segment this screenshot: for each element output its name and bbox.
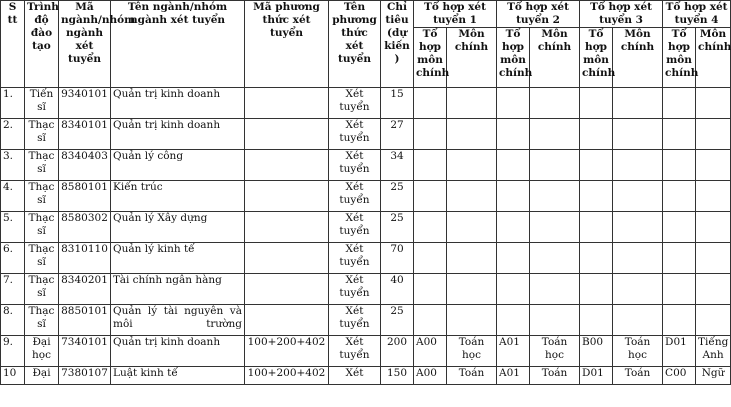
cell-combo-group: C00	[663, 367, 696, 385]
cell-combo-group	[414, 305, 447, 336]
cell-combo-group	[414, 274, 447, 305]
cell-combo-subject	[696, 243, 731, 274]
header-combo-1: Tổ hợp xét tuyển 1	[414, 1, 497, 28]
cell-method-name: Xét tuyển	[329, 212, 381, 243]
cell-combo-group	[414, 119, 447, 150]
table-row	[1, 88, 731, 119]
header-method-code: Mã phương thức xét tuyển	[245, 1, 329, 88]
cell-stt: 6.	[1, 243, 25, 274]
cell-combo-subject	[696, 88, 731, 119]
cell-program-name: Kiến trúc	[111, 181, 245, 212]
cell-program-name: Luật kinh tế	[111, 367, 245, 385]
cell-combo-subject	[447, 274, 497, 305]
cell-quota: 70	[381, 243, 414, 274]
cell-method-name: Xét tuyển	[329, 119, 381, 150]
cell-combo-subject	[447, 305, 497, 336]
header-quota: Chỉ tiêu (dự kiến )	[381, 1, 414, 88]
cell-code: 7340101	[59, 336, 111, 367]
cell-combo-subject	[613, 212, 663, 243]
cell-level: Đại	[25, 367, 59, 385]
cell-quota: 27	[381, 119, 414, 150]
cell-combo-group: D01	[663, 336, 696, 367]
cell-code: 8340403	[59, 150, 111, 181]
cell-quota: 200	[381, 336, 414, 367]
cell-code: 9340101	[59, 88, 111, 119]
cell-combo-group	[580, 305, 613, 336]
cell-combo-subject	[530, 274, 580, 305]
cell-combo-subject	[447, 212, 497, 243]
cell-code: 8340201	[59, 274, 111, 305]
table-row	[1, 181, 731, 212]
cell-combo-subject	[530, 243, 580, 274]
cell-combo-group: A01	[497, 336, 530, 367]
cell-combo-group	[497, 88, 530, 119]
cell-code: 8850101	[59, 305, 111, 336]
table-body	[1, 88, 731, 385]
cell-combo-group	[414, 150, 447, 181]
cell-combo-group	[497, 243, 530, 274]
header-code: Mã ngành/nhóm ngành xét tuyển	[59, 1, 111, 88]
cell-combo-group: D01	[580, 367, 613, 385]
cell-combo-subject	[696, 305, 731, 336]
header-main-subject: Môn chính	[447, 28, 497, 88]
cell-program-name: Quản trị kinh doanh	[111, 119, 245, 150]
cell-combo-subject: Toán học	[613, 336, 663, 367]
cell-method-name: Xét tuyển	[329, 274, 381, 305]
cell-combo-group	[663, 150, 696, 181]
cell-combo-subject	[530, 88, 580, 119]
cell-stt: 1.	[1, 88, 25, 119]
cell-level: Thạc sĩ	[25, 119, 59, 150]
cell-combo-group: B00	[580, 336, 613, 367]
cell-stt: 10	[1, 367, 25, 385]
cell-combo-subject	[696, 119, 731, 150]
cell-method-name: Xét tuyển	[329, 150, 381, 181]
cell-method-code	[245, 243, 329, 274]
cell-method-code	[245, 212, 329, 243]
cell-quota: 25	[381, 305, 414, 336]
cell-program-name: Quản trị kinh doanh	[111, 88, 245, 119]
cell-combo-subject: Toán	[530, 367, 580, 385]
cell-program-name: Quản lý tài nguyên và môi trường	[111, 305, 245, 336]
cell-quota: 40	[381, 274, 414, 305]
cell-combo-group: A00	[414, 367, 447, 385]
cell-combo-subject	[447, 243, 497, 274]
cell-level: Thạc sĩ	[25, 305, 59, 336]
cell-level: Thạc sĩ	[25, 274, 59, 305]
header-subject-group: Tổ hợp môn chính	[663, 28, 696, 88]
cell-level: Thạc sĩ	[25, 212, 59, 243]
cell-combo-subject	[613, 274, 663, 305]
cell-combo-group	[663, 212, 696, 243]
cell-method-code	[245, 88, 329, 119]
cell-combo-group	[663, 181, 696, 212]
cell-method-name: Xét tuyển	[329, 305, 381, 336]
cell-combo-group	[497, 119, 530, 150]
cell-combo-group	[580, 181, 613, 212]
cell-method-name: Xét tuyển	[329, 181, 381, 212]
cell-quota: 150	[381, 367, 414, 385]
cell-combo-subject	[447, 88, 497, 119]
cell-method-code	[245, 150, 329, 181]
cell-method-code: 100+200+402	[245, 367, 329, 385]
cell-combo-group	[663, 305, 696, 336]
table-row	[1, 274, 731, 305]
cell-level: Thạc sĩ	[25, 243, 59, 274]
cell-code: 8310110	[59, 243, 111, 274]
cell-level: Tiến sĩ	[25, 88, 59, 119]
table-header	[1, 1, 731, 88]
header-combo-4: Tổ hợp xét tuyển 4	[663, 1, 731, 28]
cell-combo-subject	[696, 181, 731, 212]
cell-combo-group	[580, 88, 613, 119]
table-row	[1, 336, 731, 367]
cell-code: 8580302	[59, 212, 111, 243]
header-combo-3: Tổ hợp xét tuyển 3	[580, 1, 663, 28]
cell-combo-subject	[613, 119, 663, 150]
cell-combo-group: A01	[497, 367, 530, 385]
cell-combo-group	[663, 243, 696, 274]
cell-combo-group: A00	[414, 336, 447, 367]
table-row	[1, 150, 731, 181]
header-main-subject: Môn chính	[696, 28, 731, 88]
cell-combo-subject	[530, 150, 580, 181]
cell-method-code	[245, 274, 329, 305]
cell-combo-subject	[447, 181, 497, 212]
cell-program-name: Tài chính ngân hàng	[111, 274, 245, 305]
cell-combo-subject	[613, 243, 663, 274]
cell-code: 8580101	[59, 181, 111, 212]
cell-program-name: Quản lý công	[111, 150, 245, 181]
cell-stt: 7.	[1, 274, 25, 305]
cell-stt: 2.	[1, 119, 25, 150]
cell-program-name: Quản lý kinh tế	[111, 243, 245, 274]
cell-stt: 4.	[1, 181, 25, 212]
header-main-subject: Môn chính	[613, 28, 663, 88]
cell-combo-group	[663, 274, 696, 305]
cell-combo-group	[414, 243, 447, 274]
cell-level: Thạc sĩ	[25, 181, 59, 212]
cell-combo-group	[580, 243, 613, 274]
cell-level: Đại học	[25, 336, 59, 367]
table-row	[1, 212, 731, 243]
cell-stt: 3.	[1, 150, 25, 181]
cell-combo-group	[497, 212, 530, 243]
cell-combo-group	[414, 212, 447, 243]
table-row	[1, 119, 731, 150]
cell-method-code	[245, 305, 329, 336]
cell-combo-subject: Toán học	[530, 336, 580, 367]
header-level: Trình độ đào tạo	[25, 1, 59, 88]
cell-method-name: Xét tuyển	[329, 243, 381, 274]
cell-combo-subject	[530, 181, 580, 212]
cell-combo-subject	[613, 150, 663, 181]
cell-combo-group	[580, 119, 613, 150]
cell-combo-group	[497, 305, 530, 336]
cell-method-name: Xét tuyển	[329, 336, 381, 367]
cell-combo-group	[580, 150, 613, 181]
cell-method-name: Xét tuyển	[329, 88, 381, 119]
cell-combo-group	[580, 212, 613, 243]
cell-combo-subject	[696, 150, 731, 181]
cell-method-code	[245, 181, 329, 212]
cell-combo-subject	[613, 181, 663, 212]
cell-combo-subject	[613, 88, 663, 119]
cell-quota: 15	[381, 88, 414, 119]
header-combo-2: Tổ hợp xét tuyển 2	[497, 1, 580, 28]
cell-combo-group	[663, 119, 696, 150]
cell-combo-subject	[696, 212, 731, 243]
cell-code: 7380107	[59, 367, 111, 385]
cell-code: 8340101	[59, 119, 111, 150]
cell-stt: 5.	[1, 212, 25, 243]
cell-combo-group	[414, 88, 447, 119]
header-main-subject: Môn chính	[530, 28, 580, 88]
cell-level: Thạc sĩ	[25, 150, 59, 181]
cell-combo-group	[663, 88, 696, 119]
header-subject-group: Tổ hợp môn chính	[497, 28, 530, 88]
cell-combo-group	[414, 181, 447, 212]
cell-combo-group	[580, 274, 613, 305]
table-row	[1, 367, 731, 385]
cell-quota: 25	[381, 212, 414, 243]
table-row	[1, 243, 731, 274]
cell-method-name: Xét	[329, 367, 381, 385]
cell-combo-subject	[696, 274, 731, 305]
cell-stt: 8.	[1, 305, 25, 336]
cell-method-code: 100+200+402	[245, 336, 329, 367]
cell-combo-subject	[447, 150, 497, 181]
cell-combo-subject	[530, 119, 580, 150]
cell-combo-group	[497, 150, 530, 181]
cell-combo-subject	[530, 305, 580, 336]
header-program-name: Tên ngành/nhóm ngành xét tuyển	[111, 1, 245, 88]
cell-quota: 34	[381, 150, 414, 181]
cell-combo-subject: Ngữ	[696, 367, 731, 385]
cell-program-name: Quản trị kinh doanh	[111, 336, 245, 367]
cell-method-code	[245, 119, 329, 150]
cell-stt: 9.	[1, 336, 25, 367]
cell-combo-group	[497, 181, 530, 212]
header-subject-group: Tổ hợp môn chính	[580, 28, 613, 88]
header-method-name: Tên phương thức xét tuyển	[329, 1, 381, 88]
cell-combo-group	[497, 274, 530, 305]
cell-combo-subject	[530, 212, 580, 243]
cell-program-name: Quản lý Xây dựng	[111, 212, 245, 243]
cell-combo-subject: Toán học	[447, 336, 497, 367]
cell-combo-subject: Tiếng Anh	[696, 336, 731, 367]
cell-combo-subject	[447, 119, 497, 150]
cell-combo-subject	[613, 305, 663, 336]
header-subject-group: Tổ hợp môn chính	[414, 28, 447, 88]
header-stt: S tt	[1, 1, 25, 88]
cell-combo-subject: Toán	[613, 367, 663, 385]
table-row	[1, 305, 731, 336]
cell-combo-subject: Toán	[447, 367, 497, 385]
cell-quota: 25	[381, 181, 414, 212]
